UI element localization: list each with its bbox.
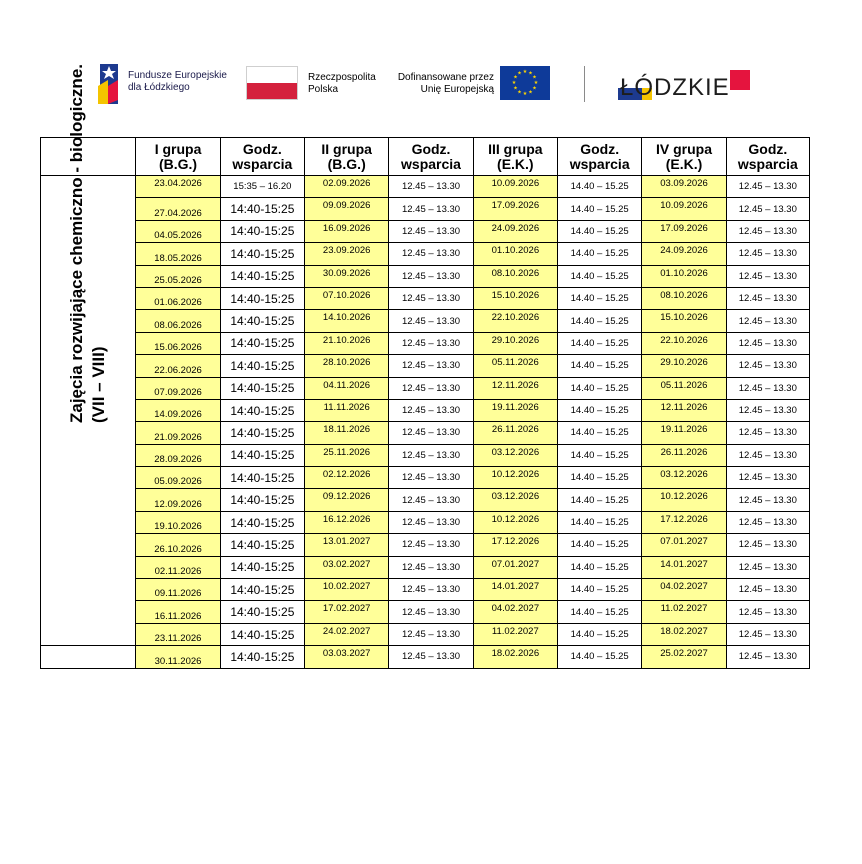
date-cell: 09.12.2026: [305, 489, 389, 511]
time-cell: 14:40-15:25: [220, 422, 304, 444]
date-cell: 29.10.2026: [473, 332, 557, 354]
eu-flag-icon: [500, 66, 550, 100]
polish-flag-icon: [246, 66, 298, 100]
time-cell: 12.45 – 13.30: [389, 332, 473, 354]
time-cell: 14:40-15:25: [220, 556, 304, 578]
table-row: [41, 467, 810, 489]
date-cell: 01.06.2026: [136, 287, 220, 309]
time-cell: 14:40-15:25: [220, 467, 304, 489]
time-cell: 12.45 – 13.30: [389, 534, 473, 556]
column-header-line: Godz.: [580, 140, 620, 157]
svg-text:★: ★: [528, 89, 533, 96]
time-cell: 14:40-15:25: [220, 489, 304, 511]
date-cell: 08.06.2026: [136, 310, 220, 332]
table-row: [41, 601, 810, 623]
svg-text:★: ★: [532, 74, 537, 81]
time-cell: 12.45 – 13.30: [726, 444, 809, 466]
column-header-line: II grupa: [321, 140, 372, 157]
time-cell: 12.45 – 13.30: [389, 355, 473, 377]
date-cell: 21.10.2026: [305, 332, 389, 354]
time-cell: 14.40 – 15.25: [558, 646, 642, 668]
side-label: [66, 63, 110, 423]
time-cell: 14.40 – 15.25: [558, 243, 642, 265]
column-header: [642, 138, 726, 176]
table-row: [41, 646, 810, 668]
date-cell: 09.11.2026: [136, 579, 220, 601]
date-cell: 03.12.2026: [642, 467, 726, 489]
eu-logo: [392, 66, 552, 106]
date-cell: 17.09.2026: [642, 220, 726, 242]
column-header-line: (E.K.): [497, 155, 534, 172]
svg-text:★: ★: [533, 80, 539, 86]
table-row: [41, 355, 810, 377]
fe-text: [128, 70, 227, 94]
time-cell: 12.45 – 13.30: [726, 176, 809, 198]
side-label-line: Zajęcia rozwijające chemiczno - biologiczne.: [67, 63, 87, 423]
time-cell: 12.45 – 13.30: [389, 310, 473, 332]
date-cell: 15.06.2026: [136, 332, 220, 354]
date-cell: 04.02.2027: [473, 601, 557, 623]
date-cell: 13.01.2027: [305, 534, 389, 556]
time-cell: 14.40 – 15.25: [558, 623, 642, 645]
fe-star-icon: [96, 60, 124, 108]
date-cell: 19.11.2026: [473, 399, 557, 421]
column-header-line: (E.K.): [665, 155, 703, 172]
table-row: [41, 198, 810, 220]
table-row: [41, 377, 810, 399]
lodzkie-logo: [618, 70, 758, 106]
column-header-line: I grupa: [154, 140, 202, 157]
column-header-line: (B.G.): [158, 155, 198, 172]
time-cell: 14.40 – 15.25: [558, 467, 642, 489]
time-cell: 12.45 – 13.30: [726, 287, 809, 309]
time-cell: 12.45 – 13.30: [726, 377, 809, 399]
date-cell: 10.02.2027: [305, 579, 389, 601]
time-cell: 14:40-15:25: [220, 355, 304, 377]
time-cell: 12.45 – 13.30: [389, 243, 473, 265]
date-cell: 04.02.2027: [642, 579, 726, 601]
date-cell: 23.04.2026: [136, 176, 220, 198]
time-cell: 14:40-15:25: [220, 444, 304, 466]
time-cell: 14:40-15:25: [220, 399, 304, 421]
table-row: [41, 489, 810, 511]
pl-line-1: Rzeczpospolita: [308, 72, 376, 83]
time-cell: 12.45 – 13.30: [726, 198, 809, 220]
svg-text:★: ★: [513, 74, 518, 81]
empty-side-cell: [41, 646, 136, 668]
time-cell: 12.45 – 13.30: [389, 287, 473, 309]
time-cell: 14:40-15:25: [220, 332, 304, 354]
date-cell: 05.09.2026: [136, 467, 220, 489]
date-cell: 08.10.2026: [473, 265, 557, 287]
time-cell: 12.45 – 13.30: [726, 332, 809, 354]
column-header-line: III grupa: [488, 140, 543, 157]
date-cell: 18.11.2026: [305, 422, 389, 444]
svg-text:★: ★: [511, 80, 517, 86]
time-cell: 14.40 – 15.25: [558, 220, 642, 242]
time-cell: 12.45 – 13.30: [389, 377, 473, 399]
date-cell: 30.11.2026: [136, 646, 220, 668]
time-cell: 12.45 – 13.30: [726, 511, 809, 533]
svg-text:★: ★: [522, 69, 528, 75]
time-cell: 12.45 – 13.30: [726, 243, 809, 265]
date-cell: 26.11.2026: [642, 444, 726, 466]
date-cell: 12.11.2026: [642, 399, 726, 421]
time-cell: 12.45 – 13.30: [389, 601, 473, 623]
time-cell: 12.45 – 13.30: [726, 534, 809, 556]
time-cell: 14.40 – 15.25: [558, 355, 642, 377]
date-cell: 11.02.2027: [642, 601, 726, 623]
time-cell: 14:40-15:25: [220, 243, 304, 265]
table-row: [41, 534, 810, 556]
date-cell: 16.12.2026: [305, 511, 389, 533]
date-cell: 10.09.2026: [642, 198, 726, 220]
time-cell: 14.40 – 15.25: [558, 489, 642, 511]
date-cell: 11.11.2026: [305, 399, 389, 421]
time-cell: 14:40-15:25: [220, 646, 304, 668]
date-cell: 09.09.2026: [305, 198, 389, 220]
date-cell: 01.10.2026: [473, 243, 557, 265]
date-cell: 02.12.2026: [305, 467, 389, 489]
date-cell: 17.09.2026: [473, 198, 557, 220]
side-label-cell: [41, 63, 136, 646]
date-cell: 07.09.2026: [136, 377, 220, 399]
date-cell: 18.02.2027: [642, 623, 726, 645]
time-cell: 12.45 – 13.30: [389, 220, 473, 242]
table-row: [41, 310, 810, 332]
table-row: [41, 444, 810, 466]
date-cell: 24.02.2027: [305, 623, 389, 645]
date-cell: 11.02.2027: [473, 623, 557, 645]
date-cell: 03.03.2027: [305, 646, 389, 668]
column-header-line: wsparcia: [232, 155, 293, 172]
lodzkie-wordmark: ŁÓDZKIE: [620, 74, 730, 101]
date-cell: 28.10.2026: [305, 355, 389, 377]
svg-text:★: ★: [532, 85, 537, 92]
svg-text:★: ★: [513, 85, 518, 92]
date-cell: 14.10.2026: [305, 310, 389, 332]
date-cell: 14.01.2027: [642, 556, 726, 578]
column-header-line: wsparcia: [569, 155, 630, 172]
time-cell: 14.40 – 15.25: [558, 601, 642, 623]
time-cell: 12.45 – 13.30: [389, 556, 473, 578]
time-cell: 14:40-15:25: [220, 601, 304, 623]
header-row: [41, 138, 810, 176]
lodz-red-square-icon: [730, 70, 750, 90]
column-header: [305, 138, 389, 176]
column-header: [558, 138, 642, 176]
date-cell: 07.01.2027: [473, 556, 557, 578]
column-header-line: Godz.: [242, 140, 282, 157]
column-header-line: (B.G.): [327, 155, 366, 172]
date-cell: 04.05.2026: [136, 220, 220, 242]
date-cell: 08.10.2026: [642, 287, 726, 309]
time-cell: 14.40 – 15.25: [558, 176, 642, 198]
column-header: [136, 138, 220, 176]
column-header-line: wsparcia: [737, 155, 798, 172]
date-cell: 18.05.2026: [136, 243, 220, 265]
date-cell: 14.09.2026: [136, 399, 220, 421]
column-header-line: IV grupa: [655, 140, 712, 157]
date-cell: 23.09.2026: [305, 243, 389, 265]
logo-bar: [0, 0, 862, 120]
time-cell: 12.45 – 13.30: [389, 399, 473, 421]
time-cell: 12.45 – 13.30: [389, 511, 473, 533]
date-cell: 02.09.2026: [305, 176, 389, 198]
column-header: [726, 138, 809, 176]
date-cell: 26.11.2026: [473, 422, 557, 444]
time-cell: 12.45 – 13.30: [389, 198, 473, 220]
time-cell: 14.40 – 15.25: [558, 377, 642, 399]
table-row: [41, 243, 810, 265]
svg-text:★: ★: [517, 70, 522, 77]
date-cell: 02.11.2026: [136, 556, 220, 578]
table-row: [41, 579, 810, 601]
date-cell: 01.10.2026: [642, 265, 726, 287]
side-label-line: (VII – VIII): [89, 346, 109, 423]
time-cell: 15:35 – 16.20: [220, 176, 304, 198]
eu-line-1: Dofinansowane przez: [397, 72, 494, 83]
date-cell: 18.02.2026: [473, 646, 557, 668]
time-cell: 12.45 – 13.30: [726, 399, 809, 421]
time-cell: 12.45 – 13.30: [726, 467, 809, 489]
time-cell: 12.45 – 13.30: [726, 422, 809, 444]
time-cell: 12.45 – 13.30: [726, 601, 809, 623]
column-header-line: Godz.: [411, 140, 451, 157]
time-cell: 14:40-15:25: [220, 310, 304, 332]
date-cell: 22.06.2026: [136, 355, 220, 377]
date-cell: 07.01.2027: [642, 534, 726, 556]
svg-text:★: ★: [522, 91, 528, 97]
fe-line-1: Fundusze Europejskie: [128, 70, 227, 81]
date-cell: 22.10.2026: [642, 332, 726, 354]
time-cell: 14.40 – 15.25: [558, 556, 642, 578]
time-cell: 12.45 – 13.30: [726, 220, 809, 242]
date-cell: 23.11.2026: [136, 623, 220, 645]
table-row: [41, 265, 810, 287]
date-cell: 16.11.2026: [136, 601, 220, 623]
date-cell: 24.09.2026: [642, 243, 726, 265]
table-row: [41, 623, 810, 645]
date-cell: 17.02.2027: [305, 601, 389, 623]
date-cell: 24.09.2026: [473, 220, 557, 242]
date-cell: 16.09.2026: [305, 220, 389, 242]
time-cell: 14:40-15:25: [220, 287, 304, 309]
column-header: [220, 138, 304, 176]
time-cell: 12.45 – 13.30: [389, 265, 473, 287]
rzeczpospolita-logo: [246, 66, 386, 106]
table-row: [41, 399, 810, 421]
date-cell: 03.02.2027: [305, 556, 389, 578]
table-row: [41, 332, 810, 354]
svg-text:★: ★: [528, 70, 533, 77]
time-cell: 14.40 – 15.25: [558, 332, 642, 354]
time-cell: 14.40 – 15.25: [558, 444, 642, 466]
date-cell: 10.12.2026: [473, 511, 557, 533]
date-cell: 15.10.2026: [473, 287, 557, 309]
eu-line-2: Unię Europejską: [420, 84, 494, 95]
date-cell: 26.10.2026: [136, 534, 220, 556]
date-cell: 28.09.2026: [136, 444, 220, 466]
table-row: [41, 511, 810, 533]
logo-separator: [584, 66, 585, 102]
time-cell: 12.45 – 13.30: [726, 623, 809, 645]
time-cell: 12.45 – 13.30: [726, 355, 809, 377]
time-cell: 14.40 – 15.25: [558, 422, 642, 444]
date-cell: 05.11.2026: [642, 377, 726, 399]
date-cell: 03.12.2026: [473, 444, 557, 466]
time-cell: 12.45 – 13.30: [726, 579, 809, 601]
date-cell: 29.10.2026: [642, 355, 726, 377]
date-cell: 21.09.2026: [136, 422, 220, 444]
date-cell: 19.11.2026: [642, 422, 726, 444]
date-cell: 17.12.2026: [473, 534, 557, 556]
date-cell: 12.11.2026: [473, 377, 557, 399]
time-cell: 14.40 – 15.25: [558, 511, 642, 533]
date-cell: 25.05.2026: [136, 265, 220, 287]
table-row: [41, 287, 810, 309]
date-cell: 10.12.2026: [642, 489, 726, 511]
time-cell: 14.40 – 15.25: [558, 579, 642, 601]
date-cell: 25.11.2026: [305, 444, 389, 466]
time-cell: 14:40-15:25: [220, 265, 304, 287]
time-cell: 12.45 – 13.30: [389, 444, 473, 466]
column-header: [473, 138, 557, 176]
date-cell: 25.02.2027: [642, 646, 726, 668]
time-cell: 14:40-15:25: [220, 623, 304, 645]
column-header-line: wsparcia: [401, 155, 461, 172]
column-header: [389, 138, 473, 176]
time-cell: 12.45 – 13.30: [726, 489, 809, 511]
pl-line-2: Polska: [308, 84, 339, 95]
time-cell: 12.45 – 13.30: [726, 646, 809, 668]
date-cell: 27.04.2026: [136, 198, 220, 220]
date-cell: 03.12.2026: [473, 489, 557, 511]
time-cell: 14.40 – 15.25: [558, 399, 642, 421]
time-cell: 14.40 – 15.25: [558, 534, 642, 556]
time-cell: 12.45 – 13.30: [726, 310, 809, 332]
time-cell: 14:40-15:25: [220, 198, 304, 220]
time-cell: 14:40-15:25: [220, 511, 304, 533]
table-row: [41, 176, 810, 198]
fundusze-europejskie-logo: [96, 60, 236, 108]
date-cell: 07.10.2026: [305, 287, 389, 309]
column-header-line: Godz.: [748, 140, 788, 157]
date-cell: 14.01.2027: [473, 579, 557, 601]
header-corner: [41, 138, 136, 176]
eu-text: [392, 72, 494, 96]
date-cell: 17.12.2026: [642, 511, 726, 533]
fe-line-2: dla Łódzkiego: [128, 82, 190, 93]
time-cell: 12.45 – 13.30: [389, 467, 473, 489]
time-cell: 12.45 – 13.30: [389, 422, 473, 444]
time-cell: 12.45 – 13.30: [389, 646, 473, 668]
date-cell: 19.10.2026: [136, 511, 220, 533]
date-cell: 22.10.2026: [473, 310, 557, 332]
time-cell: 12.45 – 13.30: [726, 265, 809, 287]
time-cell: 12.45 – 13.30: [726, 556, 809, 578]
date-cell: 03.09.2026: [642, 176, 726, 198]
time-cell: 14.40 – 15.25: [558, 265, 642, 287]
date-cell: 15.10.2026: [642, 310, 726, 332]
table-row: [41, 556, 810, 578]
time-cell: 14:40-15:25: [220, 579, 304, 601]
time-cell: 14:40-15:25: [220, 534, 304, 556]
time-cell: 14.40 – 15.25: [558, 287, 642, 309]
time-cell: 14.40 – 15.25: [558, 198, 642, 220]
time-cell: 12.45 – 13.30: [389, 579, 473, 601]
time-cell: 12.45 – 13.30: [389, 176, 473, 198]
pl-text: [308, 72, 376, 96]
date-cell: 30.09.2026: [305, 265, 389, 287]
date-cell: 04.11.2026: [305, 377, 389, 399]
time-cell: 12.45 – 13.30: [389, 623, 473, 645]
time-cell: 12.45 – 13.30: [389, 489, 473, 511]
date-cell: 12.09.2026: [136, 489, 220, 511]
time-cell: 14.40 – 15.25: [558, 310, 642, 332]
table-row: [41, 422, 810, 444]
date-cell: 10.12.2026: [473, 467, 557, 489]
svg-text:★: ★: [517, 89, 522, 96]
table-row: [41, 220, 810, 242]
time-cell: 14:40-15:25: [220, 377, 304, 399]
date-cell: 10.09.2026: [473, 176, 557, 198]
date-cell: 05.11.2026: [473, 355, 557, 377]
time-cell: 14:40-15:25: [220, 220, 304, 242]
